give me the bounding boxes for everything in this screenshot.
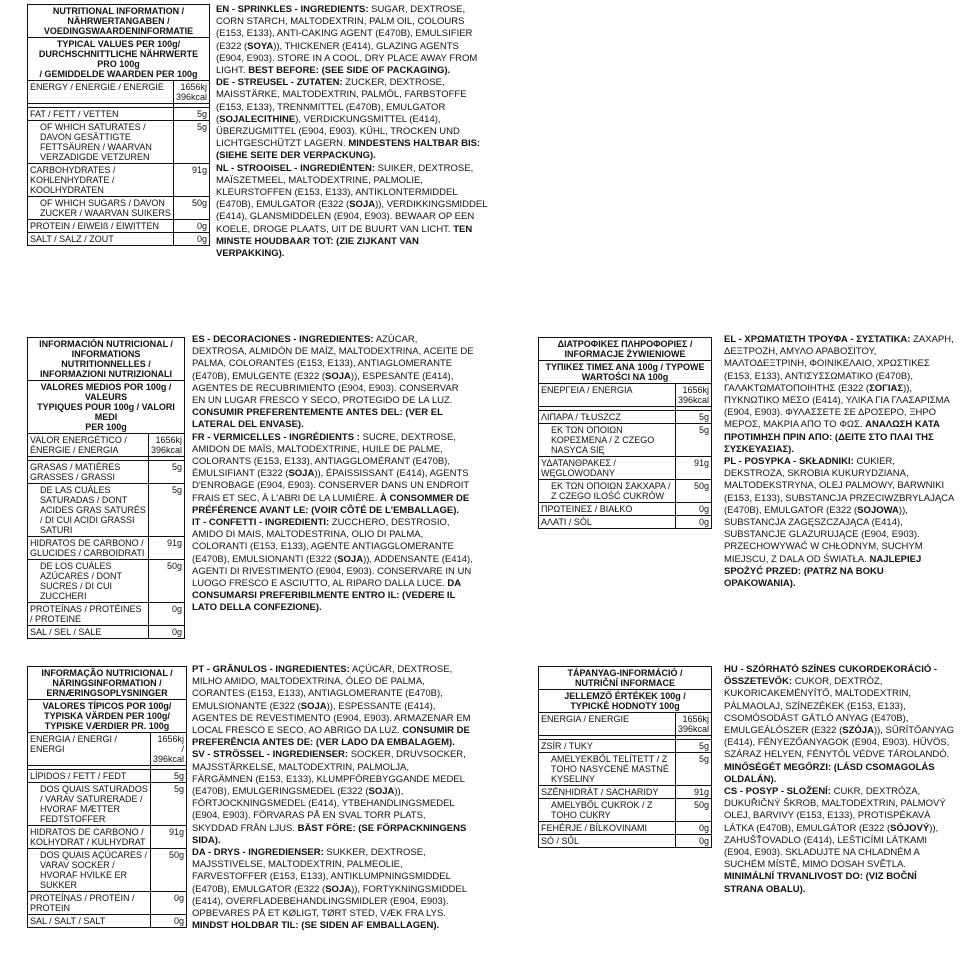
ingredients-pl: PL - POSYPKA - SKŁADNIKI: CUKIER, DEKSTROZA, SKROBIA KUKURYDZIANA, MALTODEKSTRYNA, OLEJ PALMOWY, BARWNIKI (E153, E133), SUBSTANCJA PRZECIWZBRYLAJĄCA (E470B), EMULGATOR (E322 (SOJOWA)), SUBSTANCJA ZAGĘSZCZAJĄCA (E414), SUBSTANCJE GLAZURUJĄCE (E904, E903). PRZECHOWYWAĆ W CHŁODNYM, SUCHYM MIEJSCU, Z DALA OD ŚWIATŁA. NAJLEPIEJ SPOŻYĆ PRZED: (PATRZ NA BOKU OPAKOWANIA).	[724, 456, 954, 590]
row-value: 1656kj / 396kcal	[150, 733, 186, 766]
row-value: 1656kj 396kcal	[675, 384, 711, 407]
row-label: ΕΝΕΡΓΕΙΑ / ENERGIA	[539, 384, 676, 407]
row-label: LÍPIDOS / FETT / FEDT	[28, 770, 151, 783]
row-value: 91g	[148, 537, 184, 560]
row-value: 1656kj 396kcal	[675, 713, 711, 736]
panel-header: INFORMACIÓN NUTRICIONAL / INFORMATIONS NUTRITIONNELLES / INFORMAZIONI NUTRIZIONALI	[28, 338, 185, 381]
row-label: FAT / FETT / VETTEN	[28, 108, 174, 121]
nutrition-panel-es-fr-it	[27, 337, 185, 639]
row-label: SALT / SALZ / ZOUT	[28, 233, 174, 246]
row-value: 91g	[675, 786, 711, 799]
ingredients-pt-sv-da	[192, 664, 472, 932]
row-label: AMELYBŐL CUKROK / Z TOHO CUKRY	[539, 799, 676, 822]
ingredients-el-pl	[724, 334, 956, 590]
row-label: DE LAS CUÁLES SATURADAS / DONT ACIDES GRAS SATURÉS / DI CUI ACIDI GRASSI SATURI	[28, 484, 149, 537]
ingredients-en: EN - SPRINKLES - INGREDIENTS: SUGAR, DEXTROSE, CORN STARCH, MALTODEXTRIN, PALM OIL, COLOURS (E153, E133), ANTI-CAKING AGENT (E470B), EMULSIFIER (E322 (SOYA)), THICKENER (E414), GLAZING AGENTS (E904, E903). STORE IN A COOL, DRY PLACE AWAY FROM LIGHT. BEST BEFORE: (SEE SIDE OF PACKAGING).	[216, 4, 478, 77]
row-label: VALOR ENERGÉTICO / ÉNERGIE / ENERGIA	[28, 434, 149, 457]
row-label: ΕΚ ΤΩΝ ΟΠΟΙΩΝ ΣΑΚΧΑΡΑ / Z CZEGO ILOŚĆ CUKRÓW	[539, 480, 676, 503]
row-label: FEHÉRJE / BÍLKOVINAMI	[539, 822, 676, 835]
row-value: 5g	[148, 484, 184, 537]
row-label: HIDRATOS DE CARBONO / GLUCIDES / CARBOIDRATI	[28, 537, 149, 560]
nutrition-panel-pt-sv-da	[27, 666, 187, 928]
row-value: 0g	[675, 835, 711, 848]
row-value: 0g	[150, 915, 186, 928]
panel-header: NUTRITIONAL INFORMATION / NÄHRWERTANGABEN / VOEDINGSWAARDENINFORMATIE	[28, 5, 210, 38]
row-label: AMELYEKBŐL TELÍTETT / Z TOHO NASYCENÉ MASTNÉ KYSELINY	[539, 753, 676, 786]
row-value: 1656kj 396kcal	[173, 81, 209, 104]
ingredients-cs: CS - POSYP - SLOŽENÍ: CUKR, DEXTRÓZA, DUKUŘIČNÝ ŠKROB, MALTODEXTRIN, PALMOVÝ OLEJ, BARVIVY (E153, E133), PROTISPÉKAVÁ LÁTKA (E470B), EMULGÁTOR (E322 (SÓJOVÝ)), ZAHUŠŤOVADLO (E414), LEŠTICÍMI LÁTKAMI (E904, E903). SKLADUJTE NA CHLADNÉM A SUCHÉM MÍSTĚ, MIMO DOSAH SVĚTLA. MINIMÁLNÍ TRVANLIVOST DO: (VIZ BOČNÍ STRANA OBALU).	[724, 786, 946, 895]
row-label: CARBOHYDRATES / KOHLENHYDRATE / KOOLHYDRATEN	[28, 164, 174, 197]
row-label: PROTEÍNAS / PROTEIN / PROTEIN	[28, 892, 151, 915]
ingredients-sv: SV - STRÖSSEL - INGREDIENSER: SOCKER, DRUVSOCKER, MAJSSTÄRKELSE, MALTODEXTRIN, PALMOLJA, FÄRGÄMNEN (E153, E133), KLUMPFÖREBYGGANDE MEDEL (E470B), EMULGERINGSMEDEL (E322 (SOJA)), FÖRTJOCKNINGSMEDEL (E414), YTBEHANDLINGSMEDEL (E904, E903). FÖRVARAS PÅ EN SVAL TORR PLATS, SKYDDAD FRÅN LJUS. BÄST FÖRE: (SE FÖRPACKNINGENS SIDA).	[192, 749, 467, 846]
row-value: 0g	[173, 233, 209, 246]
ingredients-fr: FR - VERMICELLES - INGRÉDIENTS : SUCRE, DEXTROSE, AMIDON DE MAÏS, MALTODEXTRINE, HUILE DE PALME, COLORANTS (E153, E133), ANTIAGGLOMÉRANT (E470B), ÉMULSIFIANT (E322 (SOJA)), ÉPAISSISSANT (E414), AGENTS D'ENROBAGE (E904, E903). CONSERVER DANS UN ENDROIT FRAIS ET SEC, À L'ABRI DE LA LUMIÈRE. À CONSOMMER DE PRÉFÉRENCE AVANT LE: (VOIR CÔTÉ DE L'EMBALLAGE).	[192, 431, 470, 516]
row-value: 5g	[173, 108, 209, 121]
ingredients-da: DA - DRYS - INGREDIENSER: SUKKER, DEXTROSE, MAJSSTIVELSE, MALTODEXTRIN, PALMEOLIE, FARVESTOFFER (E153, E133), ANTIKLUMPNINGSMIDDEL (E470B), EMULGATOR (E322 (SOJA)), FORTYKNINGSMIDDEL (E414), OVERFLADEBEHANDLINGSMIDLER (E904, E903). OPBEVARES PÅ ET KØLIGT, TØRT STED, VÆK FRA LYS. MINDST HOLDBAR TIL: (SE SIDEN AF EMBALLAGEN).	[192, 847, 467, 932]
nutrition-panel-en-de-nl	[27, 4, 210, 246]
ingredients-hu-cs	[724, 664, 956, 896]
row-value: 5g	[150, 770, 186, 783]
row-label: SAL / SALT / SALT	[28, 915, 151, 928]
panel-header: ΔΙΑΤΡΟΦΙΚΕΣ ΠΛΗΡΟΦΟΡΙΕΣ / INFORMACJE ŻYWIENIOWE	[539, 338, 712, 361]
row-label: ENERGY / ENERGIE / ENERGIE	[28, 81, 174, 104]
row-label: SÓ / SŮL	[539, 835, 676, 848]
ingredients-hu: HU - SZÓRHATÓ SZÍNES CUKORDEKORÁCIÓ - ÖSSZETEVŐK: CUKOR, DEXTRÓZ, KUKORICAKEMÉNYÍTŐ, MALTODEXTRIN, PÁLMAOLAJ, SZÍNEZÉKEK (E153, E133), CSOMÓSODÁST GÁTLÓ ANYAG (E470B), EMULGEÁLÓSZER (E322 (SZÓJA)), SŰRÍTŐANYAG (E414), FÉNYEZŐANYAGOK (E904, E903). HŰVÖS, SZÁRAZ HELYEN, FÉNYTŐL VÉDVE TÁROLANDÓ. MINŐSÉGÉT MEGŐRZI: (LÁSD CSOMAGOLÁS OLDALÁN).	[724, 664, 955, 785]
ingredients-es-fr-it	[192, 334, 474, 615]
nutrition-panel-hu-cs	[538, 666, 712, 848]
row-value: 5g	[675, 753, 711, 786]
row-value: 50g	[675, 480, 711, 503]
row-label: SAL / SEL / SALE	[28, 626, 149, 639]
row-label: ENERGIA / ENERGI / ENERGI	[28, 733, 151, 766]
row-label: ΥΔΑΤΑΝΘΡΑΚΕΣ / WĘGLOWODANY	[539, 457, 676, 480]
ingredients-pt: PT - GRÂNULOS - INGREDIENTES: AÇÚCAR, DEXTROSE, MILHO AMIDO, MALTODEXTRINA, ÓLEO DE PALMA, CORANTES (E153, E133), ANTIAGLOMERANTE (E470B), EMULSIONANTE (E322 (SOJA)), ESPESSANTE (E414), AGENTES DE REVESTIMENTO (E904, E903). ARMAZENAR EM LOCAL FRESCO E SECO, AO ABRIGO DA LUZ. CONSUMIR DE PREFERÊNCIA ANTES DE: (VER LADO DA EMBALAGEM).	[192, 664, 471, 749]
row-value: 0g	[675, 503, 711, 516]
row-value: 0g	[675, 516, 711, 529]
row-label: ENERGIA / ENERGIE	[539, 713, 676, 736]
row-label: PROTEIN / EIWEIß / EIWITTEN	[28, 220, 174, 233]
row-value: 91g	[675, 457, 711, 480]
row-value: 5g	[675, 740, 711, 753]
row-value: 50g	[150, 849, 186, 892]
panel-header: INFORMAÇÃO NUTRICIONAL / NÄRINGSINFORMATION / ERNÆRINGSOPLYSNINGER	[28, 667, 187, 700]
row-label: ZSÍR / TUKY	[539, 740, 676, 753]
panel-subheader: TYPICAL VALUES PER 100g/ DURCHSCHNITTLICHE NÄHRWERTE PRO 100g / GEMIDDELDE WAARDEN PER 100g	[28, 38, 210, 81]
nutrition-panel-el-pl	[538, 337, 712, 529]
row-value: 5g	[150, 783, 186, 826]
row-value: 50g	[675, 799, 711, 822]
row-value: 50g	[173, 197, 209, 220]
row-label: ΑΛΑΤΙ / SÓL	[539, 516, 676, 529]
row-label: SZÉNHIDRÁT / SACHARIDY	[539, 786, 676, 799]
row-value: 5g	[675, 411, 711, 424]
row-value: 0g	[675, 822, 711, 835]
row-label: GRASAS / MATIÈRES GRASSES / GRASSI	[28, 461, 149, 484]
ingredients-el: EL - ΧΡΩΜΑΤΙΣΤΗ ΤΡΟΥΦΑ - ΣΥΣΤΑΤΙΚΑ: ΖΑΧΑΡΗ, ΔΕΞΤΡΟΖΗ, ΑΜΥΛΟ ΑΡΑΒΟΣΙΤΟΥ, ΜΑΛΤΟΔΕΞΤΡΙΝΗ, ΦΟΙΝΙΚΕΛΑΙΟ, ΧΡΩΣΤΙΚΕΣ (E153, E133), ΑΝΤΙΣΥΣΣΩΜΑΤΙΚΟ (E470B), ΓΑΛΑΚΤΩΜΑΤΟΠΟΙΗΤΗΣ (E322 (ΣΟΓΙΑΣ)), ΠΥΚΝΩΤΙΚΟ ΜΕΣΟ (E414), ΥΛΙΚΑ ΓΙΑ ΓΛΑΣΑΡΙΣΜΑ (E904, E903). ΦΥΛΑΣΣΕΤΕ ΣΕ ΔΡΟΣΕΡΟ, ΞΗΡΟ ΜΕΡΟΣ, ΜΑΚΡΙΑ ΑΠΟ ΤΟ ΦΩΣ. ΑΝΑΛΩΣΗ ΚΑΤΑ ΠΡΟΤΙΜΗΣΗ ΠΡΙΝ ΑΠΟ: (ΔΕΙΤΕ ΣΤΟ ΠΛΑΙ ΤΗΣ ΣΥΣΚΕΥΑΣΙΑΣ).	[724, 334, 954, 455]
row-label: ΠΡΩΤΕΙΝΕΣ / BIAŁKO	[539, 503, 676, 516]
ingredients-nl: NL - STROOISEL - INGREDIËNTEN: SUIKER, DEXTROSE, MAÏSZETMEEL, MALTODEXTRINE, PALMOLIE, KLEURSTOFFEN (E153, E133), ANTIKLONTERMIDDEL (E470B), EMULGATOR (E322 (SOJA)), VERDIKKINGSMIDDEL (E414), GLANSMIDDELEN (E904, E903). BEWAAR OP EEN KOELE, DROGE PLAATS, UIT DE BUURT VAN LICHT. TEN MINSTE HOUDBAAR TOT: (ZIE ZIJKANT VAN VERPAKKING).	[216, 162, 488, 260]
panel-header: TÁPANYAG-INFORMÁCIÓ / NUTRIČNÍ INFORMACE	[539, 667, 712, 690]
row-value: 5g	[148, 461, 184, 484]
row-value: 5g	[675, 424, 711, 457]
row-label: OF WHICH SUGARS / DAVON ZUCKER / WAARVAN SUIKERS	[28, 197, 174, 220]
row-label: ΕΚ ΤΩΝ ΟΠΟΙΩΝ ΚΟΡΕΣΜΕΝΑ / Z CZEGO NASYCA SIĘ	[539, 424, 676, 457]
row-value: 91g	[173, 164, 209, 197]
panel-subheader: VALORES MEDIOS POR 100g / VALEURS TYPIQUES POUR 100g / VALORI MEDI PER 100g	[28, 381, 185, 434]
ingredients-en-de-nl	[216, 4, 488, 260]
row-value: 0g	[150, 892, 186, 915]
row-label: OF WHICH SATURATES / DAVON GESÄTTIGTE FETTSÄUREN / WAARVAN VERZADIGDE VETZUREN	[28, 121, 174, 164]
row-label: ΛΙΠΑΡΑ / TŁUSZCZ	[539, 411, 676, 424]
ingredients-es: ES - DECORACIONES - INGREDIENTES: AZÚCAR, DEXTROSA, ALMIDÓN DE MAÍZ, MALTODEXTRINA, ACEITE DE PALMA, COLORANTES (E153, E133), ANTIAGLOMERANTE (E470B), EMULGENTE (E322 (SOJA)), ESPESANTE (E414), AGENTES DE RECUBRIMIENTO (E904, E903). CONSERVAR EN UN LUGAR FRESCO Y SECO, PROTEGIDO DE LA LUZ. CONSUMIR PREFERENTEMENTE ANTES DEL: (VER EL LATERAL DEL ENVASE).	[192, 334, 474, 431]
panel-subheader: JELLEMZŐ ÉRTÉKEK 100g / TYPICKÉ HODNOTY 100g	[539, 690, 712, 713]
panel-subheader: VALORES TÍPICOS POR 100g/ TYPISKA VÄRDEN PER 100g/ TYPISKE VÆRDIER PR. 100g	[28, 700, 187, 733]
ingredients-it: IT - CONFETTI - INGREDIENTI: ZUCCHERO, DESTROSIO, AMIDO DI MAIS, MALTODESTRINA, OLIO DI PALMA, COLORANTI (E153, E133), AGENTE ANTIAGGLOMERANTE (E470B), EMULSIONANTI (E322 (SOJA)), ADDENSANTE (E414), AGENTI DI RIVESTIMENTO (E904, E903). CONSERVARE IN UN LUOGO FRESCO E ASCIUTTO, AL RIPARO DALLA LUCE. DA CONSUMARSI PREFERIBILMENTE ENTRO IL: (VEDERE IL LATO DELLA CONFEZIONE).	[192, 517, 473, 614]
row-value: 0g	[148, 603, 184, 626]
row-value: 91g	[150, 826, 186, 849]
ingredients-de: DE - STREUSEL - ZUTATEN: ZUCKER, DEXTROSE, MAISSTÄRKE, MALTODEXTRIN, PALMÖL, FARBSTOFFE (E153, E133), TRENNMITTEL (E470B), EMULGATOR (SOJALECITHINE), VERDICKUNGSMITTEL (E414), ÜBERZUGMITTEL (E904, E903). KÜHL, TROCKEN UND LICHTGESCHÜTZT LAGERN. MINDESTENS HALTBAR BIS: (SIEHE SEITE DER VERPACKUNG).	[216, 77, 481, 162]
row-label: DOS QUAIS SATURADOS / VARAV SATURERADE / HVORAF MÆTTER FEDTSTOFFER	[28, 783, 151, 826]
row-label: DE LOS CUÁLES AZÚCARES / DONT SUCRES / DI CUI ZUCCHERI	[28, 560, 149, 603]
panel-subheader: ΤΥΠΙΚΕΣ ΤΙΜΕΣ ΑΝΑ 100g / TYPOWE WARTOŚCI NA 100g	[539, 361, 712, 384]
row-value: 0g	[173, 220, 209, 233]
row-label: HIDRATOS DE CARBONO / KOLHYDRAT / KULHYDRAT	[28, 826, 151, 849]
row-value: 5g	[173, 121, 209, 164]
row-value: 0g	[148, 626, 184, 639]
row-value: 50g	[148, 560, 184, 603]
row-value: 1656kj 396kcal	[148, 434, 184, 457]
row-label: DOS QUAIS AÇÚCARES / VARAV SOCKER / HVORAF HVILKE ER SUKKER	[28, 849, 151, 892]
row-label: PROTEÍNAS / PROTÉINES / PROTEINE	[28, 603, 149, 626]
